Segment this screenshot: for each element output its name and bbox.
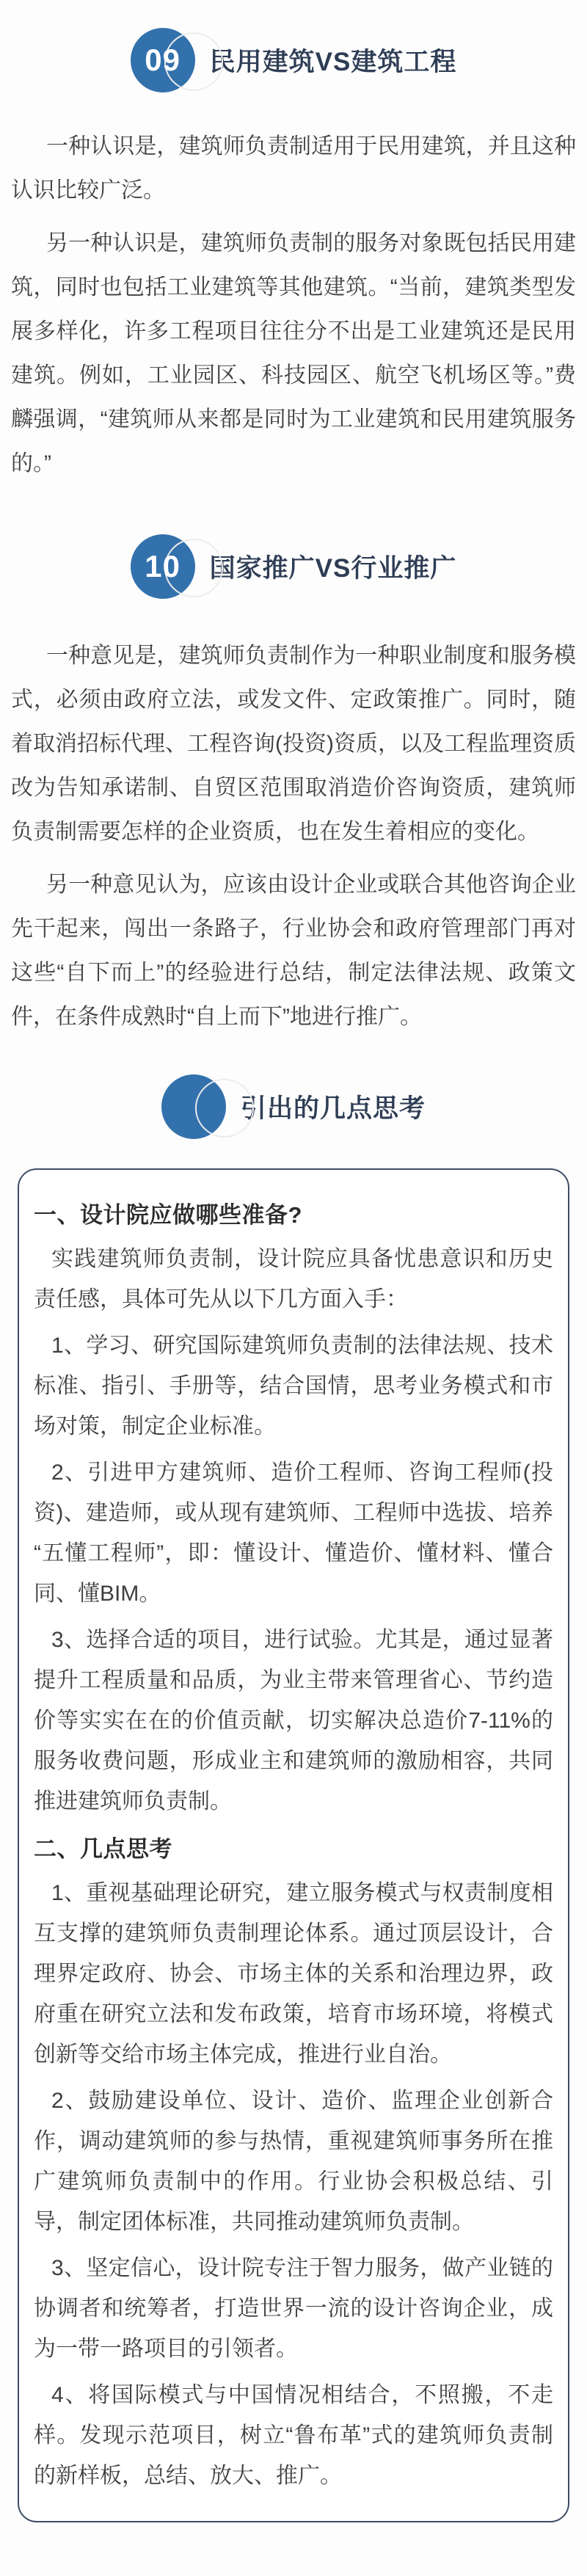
section-badge-09 (131, 28, 195, 92)
section-title: 民用建筑VS建筑工程 (209, 48, 457, 76)
section-badge-10 (131, 534, 195, 599)
badge-number: 09 (145, 43, 181, 77)
section-header-10 (0, 534, 587, 599)
paragraph: 一种认识是，建筑师负责制适用于民用建筑，并且这种认识比较广泛。 (11, 134, 576, 203)
box-paragraph: 2、引进甲方建筑师、造价工程师、咨询工程师(投资)、建造师，或从现有建筑师、工程师中选拔、培养“五懂工程师”，即：懂设计、懂造价、懂材料、懂合同、懂BIM。 (34, 1460, 553, 1606)
section-header-thoughts (0, 1074, 587, 1139)
box-paragraph: 1、学习、研究国际建筑师负责制的法律法规、技术标准、指引、手册等，结合国情，思考业务模式和市场对策，制定企业标准。 (34, 1334, 553, 1438)
thoughts-box (18, 1168, 569, 2522)
box-paragraph: 4、将国际模式与中国情况相结合，不照搬，不走样。发现示范项目，树立“鲁布革”式的建筑师负责制的新样板，总结、放大、推广。 (34, 2383, 553, 2488)
box-paragraph: 3、选择合适的项目，进行试验。尤其是，通过显著提升工程质量和品质，为业主带来管理省心、节约造价等实实在在的价值贡献，切实解决总造价7-11%的服务收费问题，形成业主和建筑师的激励相容，共同推进建筑师负责制。 (34, 1628, 553, 1813)
box-paragraph: 1、重视基础理论研究，建立服务模式与权责制度相互支撑的建筑师负责制理论体系。通过顶层设计，合理界定政府、协会、市场主体的关系和治理边界，政府重在研究立法和发布政策，培育市场环境，将模式创新等交给市场主体完成，推进行业自治。 (34, 1881, 553, 2067)
section-title: 国家推广VS行业推广 (209, 554, 457, 583)
box-paragraph: 实践建筑师负责制，设计院应具备忧患意识和历史责任感，具体可先从以下几方面入手： (34, 1247, 553, 1311)
box-heading-1: 一、设计院应做哪些准备? (34, 1202, 302, 1228)
box-paragraph: 3、坚定信心，设计院专注于智力服务，做产业链的协调者和统筹者，打造世界一流的设计咨询企业，成为一带一路项目的引领者。 (34, 2256, 553, 2361)
section-header-09 (0, 0, 587, 92)
paragraph: 另一种认识是，建筑师负责制的服务对象既包括民用建筑，同时也包括工业建筑等其他建筑。“当前，建筑类型发展多样化，许多工程项目往往分不出是工业建筑还是民用建筑。例如，工业园区、科技园区、航空飞机场区等。”费麟强调，“建筑师从来都是同时为工业建筑和民用建筑服务的。” (11, 231, 576, 476)
paragraph: 另一种意见认为，应该由设计企业或联合其他咨询企业先干起来，闯出一条路子，行业协会和政府管理部门再对这些“自下而上”的经验进行总结，制定法律法规、政策文件，在条件成熟时“自上而下”地进行推广。 (11, 873, 576, 1029)
paragraph: 一种意见是，建筑师负责制作为一种职业制度和服务模式，必须由政府立法，或发文件、定政策推广。同时，随着取消招标代理、工程咨询(投资)资质，以及工程监理资质改为告知承诺制、自贸区范围取消造价咨询资质，建筑师负责制需要怎样的企业资质，也在发生着相应的变化。 (11, 644, 576, 844)
badge-number: 10 (145, 549, 181, 583)
section-badge-blank (161, 1074, 226, 1139)
box-paragraph: 2、鼓励建设单位、设计、造价、监理企业创新合作，调动建筑师的参与热情，重视建筑师事务所在推广建筑师负责制中的作用。行业协会积极总结、引导，制定团体标准，共同推动建筑师负责制。 (34, 2089, 553, 2234)
section-title: 引出的几点思考 (240, 1094, 426, 1123)
box-heading-2: 二、几点思考 (34, 1836, 172, 1862)
